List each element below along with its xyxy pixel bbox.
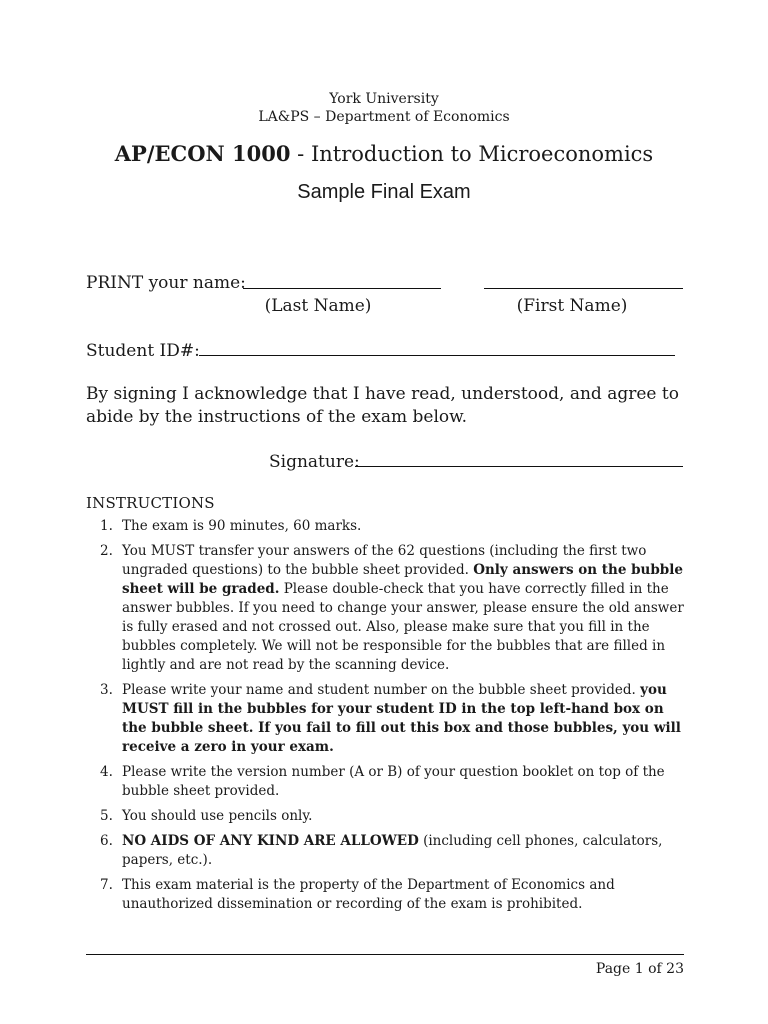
instruction-item — [86, 876, 686, 914]
instruction-item — [86, 517, 686, 536]
course-code: AP/ECON 1000 — [114, 141, 291, 166]
instruction-text: Please double-check that you have correctly filled in the answer bubbles. If you need to change your answer, please ensure the old answer is fully erased and not crossed out. Also, please make sure that you fill in the bubbles completely. We will not be responsible for the bubbles that are filled in lightly and are not read by the scanning device. — [122, 581, 684, 673]
instruction-number: 3. — [100, 682, 113, 698]
instructions-list — [86, 517, 686, 920]
first-name-caption: (First Name) — [516, 296, 628, 316]
instruction-number: 6. — [100, 833, 113, 849]
instruction-text: This exam material is the property of the Department of Economics and unauthorized dissemination or recording of the exam is prohibited. — [122, 877, 615, 912]
instruction-text: The exam is 90 minutes, 60 marks. — [122, 518, 362, 534]
exam-title: Sample Final Exam — [297, 181, 471, 203]
instruction-item — [86, 542, 686, 675]
instruction-number: 7. — [100, 877, 113, 893]
acknowledgement-text: By signing I acknowledge that I have read, understood, and agree to abide by the instructions of the exam below. — [86, 384, 679, 427]
signature-field[interactable] — [355, 466, 683, 467]
instruction-number: 1. — [100, 518, 113, 534]
university-name: York University — [329, 91, 439, 107]
instruction-number: 5. — [100, 808, 113, 824]
footer-divider — [86, 954, 684, 955]
instructions-heading: INSTRUCTIONS — [86, 494, 215, 512]
signature-label: Signature: — [269, 452, 360, 472]
instruction-item — [86, 832, 686, 870]
course-title — [0, 140, 768, 168]
instruction-item — [86, 681, 686, 757]
last-name-field[interactable] — [243, 288, 441, 289]
instruction-number: 4. — [100, 764, 113, 780]
student-id-field[interactable] — [199, 355, 675, 356]
course-name: Introduction to Microeconomics — [310, 142, 654, 166]
course-separator: - — [290, 142, 311, 166]
instruction-text: (including cell phones, calculators, papers, etc.). — [122, 833, 663, 868]
name-label: PRINT your name: — [86, 273, 246, 293]
instruction-item — [86, 763, 686, 801]
page-number: Page 1 of 23 — [595, 961, 684, 977]
instruction-number: 2. — [100, 543, 113, 559]
instruction-text: You should use pencils only. — [122, 808, 313, 824]
instruction-emphasis: you MUST fill in the bubbles for your student ID in the top left-hand box on the bubble sheet. If you fail to fill out this box and those bubbles, you will receive a zero in your exam. — [122, 682, 681, 755]
instruction-item — [86, 807, 686, 826]
instruction-emphasis: Only answers on the bubble sheet will be graded. — [122, 562, 683, 597]
instruction-text: Please write your name and student number on the bubble sheet provided. — [122, 682, 641, 698]
instruction-text: Please write the version number (A or B) of your question booklet on top of the bubble sheet provided. — [122, 764, 665, 799]
first-name-field[interactable] — [484, 288, 683, 289]
last-name-caption: (Last Name) — [264, 296, 372, 316]
instruction-text: You MUST transfer your answers of the 62 questions (including the first two ungraded questions) to the bubble sheet provided. — [122, 543, 647, 578]
instruction-emphasis: NO AIDS OF ANY KIND ARE ALLOWED — [122, 833, 419, 849]
student-id-label: Student ID#: — [86, 341, 200, 361]
department-name: LA&PS – Department of Economics — [258, 109, 510, 125]
